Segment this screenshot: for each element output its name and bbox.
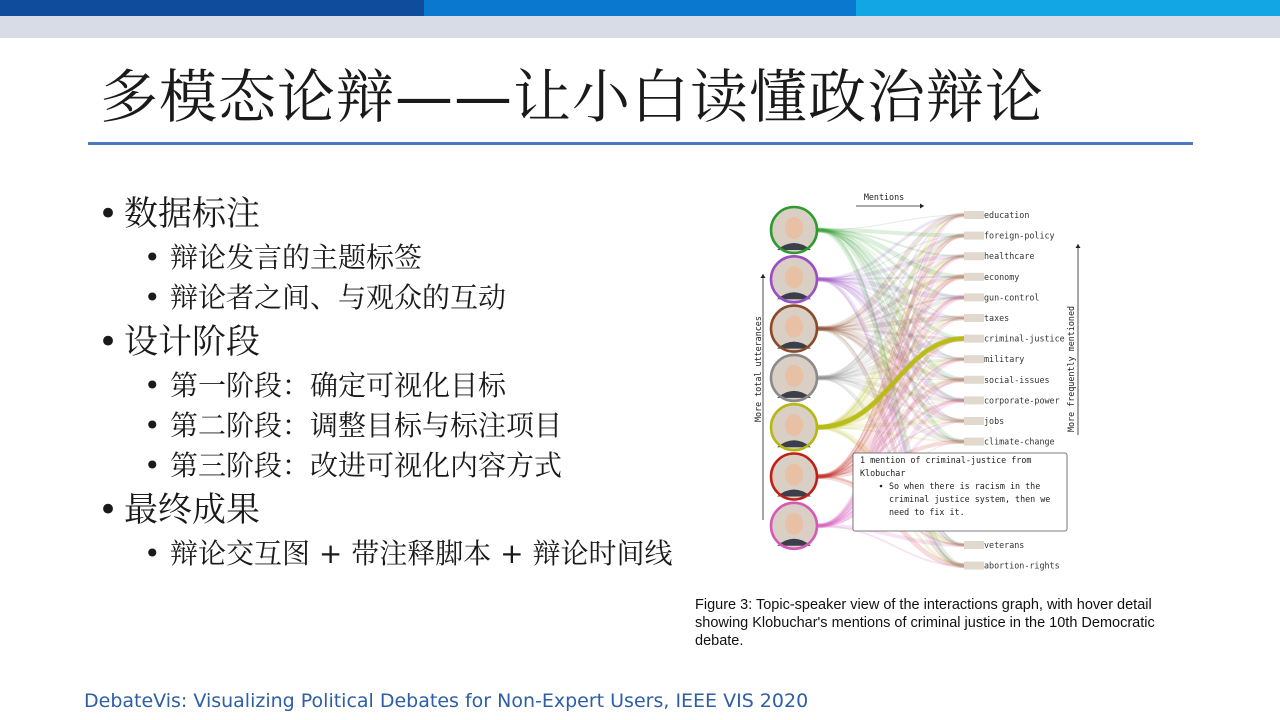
speaker-avatar [771, 207, 817, 253]
mentions-axis-arrow [920, 204, 924, 209]
topic-bar [964, 438, 984, 446]
topic-bar [964, 376, 984, 384]
left-axis-label: More total utterances [753, 316, 763, 422]
topic-label: climate-change [984, 436, 1055, 447]
sub-bullet-topic-labels: • 辩论发言的主题标签 [96, 238, 676, 278]
speaker-avatar [771, 503, 817, 549]
speaker-avatar [771, 454, 817, 500]
slide-title: 多模态论辩——让小白读懂政治辩论 [100, 63, 1045, 131]
speaker-avatar [771, 306, 817, 352]
topic-bar [964, 273, 984, 281]
top-accent-segment-2 [424, 0, 856, 16]
sub-bullet-stage-1: • 第一阶段：确定可视化目标 [96, 366, 676, 406]
topic-bar [964, 417, 984, 425]
topic-label: economy [984, 271, 1020, 282]
tooltip-title-line-1: 1 mention of criminal-justice from [860, 455, 1032, 465]
topic-label: education [984, 210, 1030, 220]
topic-label: veterans [984, 540, 1025, 550]
speaker-nodes [771, 207, 817, 549]
topic-label: abortion-rights [984, 560, 1060, 571]
tooltip-bullet-line-3: need to fix it. [889, 507, 965, 517]
topic-bar [964, 335, 984, 343]
speaker-avatar [771, 355, 817, 401]
right-axis-arrow [1076, 244, 1081, 248]
sub-bullet-stage-2: • 第二阶段：调整目标与标注项目 [96, 406, 676, 446]
bullet-data-annotation: • 数据标注 [96, 190, 676, 238]
topic-label: criminal-justice [984, 333, 1065, 344]
top-accent-bar [0, 0, 1280, 16]
topic-label: military [984, 354, 1025, 365]
tooltip-bullet-dot [880, 485, 883, 488]
topic-label: gun-control [984, 292, 1040, 303]
topic-bar [964, 541, 984, 549]
left-axis-arrow [761, 274, 766, 278]
topic-bar [964, 562, 984, 570]
tooltip-title-line-2: Klobuchar [860, 468, 906, 478]
top-accent-segment-3 [856, 0, 1280, 16]
topic-bar [964, 252, 984, 260]
topic-bar [964, 211, 984, 219]
mentions-axis-label: Mentions [863, 192, 905, 202]
figure-caption: Figure 3: Topic-speaker view of the interactions graph, with hover detail showing Klobuchar's mentions of criminal justice in the 10th Democratic debate. [695, 597, 1155, 649]
citation: DebateVis: Visualizing Political Debates for Non-Expert Users, IEEE VIS 2020 [84, 690, 809, 712]
sub-bullet-final-output: • 辩论交互图 + 带注释脚本 + 辩论时间线 [96, 534, 676, 574]
topic-bar [964, 314, 984, 322]
tooltip-bullet-line-1: So when there is racism in the [889, 481, 1041, 491]
topic-label: jobs [984, 416, 1005, 426]
topic-bar [964, 232, 984, 240]
topic-bar [964, 355, 984, 363]
hover-tooltip [853, 453, 1067, 531]
topic-label: foreign-policy [984, 230, 1055, 241]
topic-bar [964, 396, 984, 404]
bullet-list [96, 190, 676, 574]
topic-bar [964, 293, 984, 301]
bullet-design-stages: • 设计阶段 [96, 318, 676, 366]
topic-label: corporate-power [984, 395, 1060, 406]
topic-label: healthcare [984, 251, 1035, 262]
speaker-avatar [771, 256, 817, 302]
top-accent-segment-1 [0, 0, 424, 16]
speaker-avatar [771, 404, 817, 450]
topic-label: social-issues [984, 374, 1050, 385]
topic-label: taxes [984, 313, 1010, 323]
right-axis-label: More frequently mentioned [1066, 305, 1076, 432]
sub-bullet-interactions: • 辩论者之间、与观众的互动 [96, 278, 676, 318]
interaction-graph-svg [752, 190, 1088, 576]
bullet-final-results: • 最终成果 [96, 486, 676, 534]
interaction-graph-figure [752, 190, 1088, 576]
tooltip-bullet-line-2: criminal justice system, then we [889, 494, 1051, 504]
sub-bullet-stage-3: • 第三阶段：改进可视化内容方式 [96, 446, 676, 486]
top-gray-band [0, 16, 1280, 38]
title-underline [88, 142, 1193, 145]
